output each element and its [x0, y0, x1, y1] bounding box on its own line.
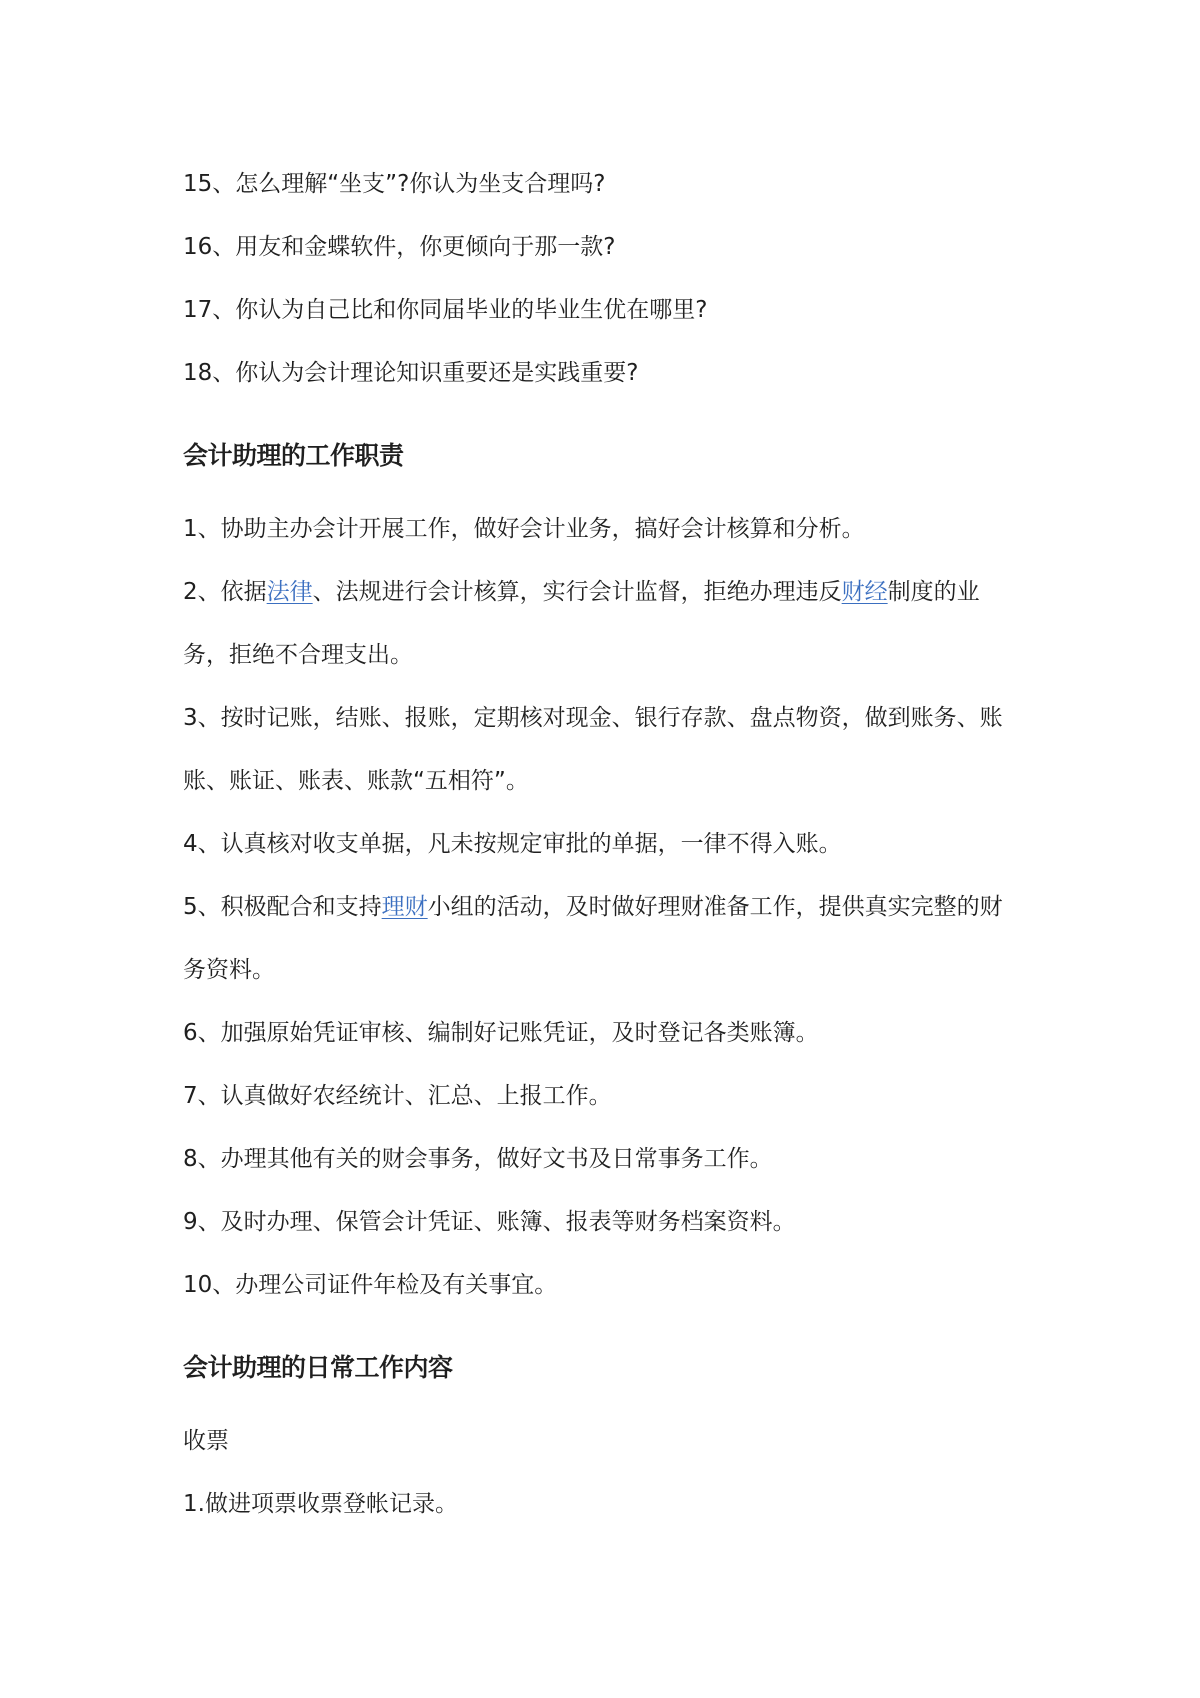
- document-content: [183, 153, 1013, 1536]
- daily-item-1: 1.做进项票收票登帐记录。: [183, 1491, 458, 1517]
- duty-item-5: [183, 876, 1013, 1002]
- duty-item-1: 1、协助主办会计开展工作，做好会计业务，搞好会计核算和分析。: [183, 516, 865, 542]
- duty-item-4: 4、认真核对收支单据，凡未按规定审批的单据，一律不得入账。: [183, 831, 842, 857]
- link-wealth-management[interactable]: 理财: [381, 894, 428, 920]
- section-heading-duties: 会计助理的工作职责: [183, 441, 404, 470]
- daily-subtitle: 收票: [183, 1428, 229, 1454]
- duty-item-5-text-post: 小组的活动，及时做好理财准备工作，提供真实完整的财务资料。: [183, 894, 1003, 983]
- section-heading-daily: 会计助理的日常工作内容: [183, 1353, 453, 1382]
- duty-item-10: 10、办理公司证件年检及有关事宜。: [183, 1272, 558, 1298]
- link-finance[interactable]: 财经: [841, 579, 888, 605]
- duty-item-2-text-post: 制度的业务，拒绝不合理支出。: [183, 579, 980, 668]
- question-15: 15、怎么理解“坐支”?你认为坐支合理吗?: [183, 171, 606, 197]
- question-17: 17、你认为自己比和你同届毕业的毕业生优在哪里?: [183, 297, 708, 323]
- question-16: 16、用友和金蝶软件，你更倾向于那一款?: [183, 234, 616, 260]
- duty-item-2-text-mid: 、法规进行会计核算，实行会计监督，拒绝办理违反: [312, 579, 842, 605]
- duty-item-3: 3、按时记账，结账、报账，定期核对现金、银行存款、盘点物资，做到账务、账账、账证、账表、账款“五相符”。: [183, 705, 1003, 794]
- duty-item-8: 8、办理其他有关的财会事务，做好文书及日常事务工作。: [183, 1146, 773, 1172]
- duty-item-2: [183, 561, 1013, 687]
- duty-item-5-text-pre: 5、积极配合和支持: [183, 894, 382, 920]
- question-18: 18、你认为会计理论知识重要还是实践重要?: [183, 360, 639, 386]
- duty-item-6: 6、加强原始凭证审核、编制好记账凭证，及时登记各类账簿。: [183, 1020, 819, 1046]
- duty-item-9: 9、及时办理、保管会计凭证、账簿、报表等财务档案资料。: [183, 1209, 796, 1235]
- duty-item-7: 7、认真做好农经统计、汇总、上报工作。: [183, 1083, 612, 1109]
- link-law[interactable]: 法律: [266, 579, 313, 605]
- duty-item-2-text-pre: 2、依据: [183, 579, 267, 605]
